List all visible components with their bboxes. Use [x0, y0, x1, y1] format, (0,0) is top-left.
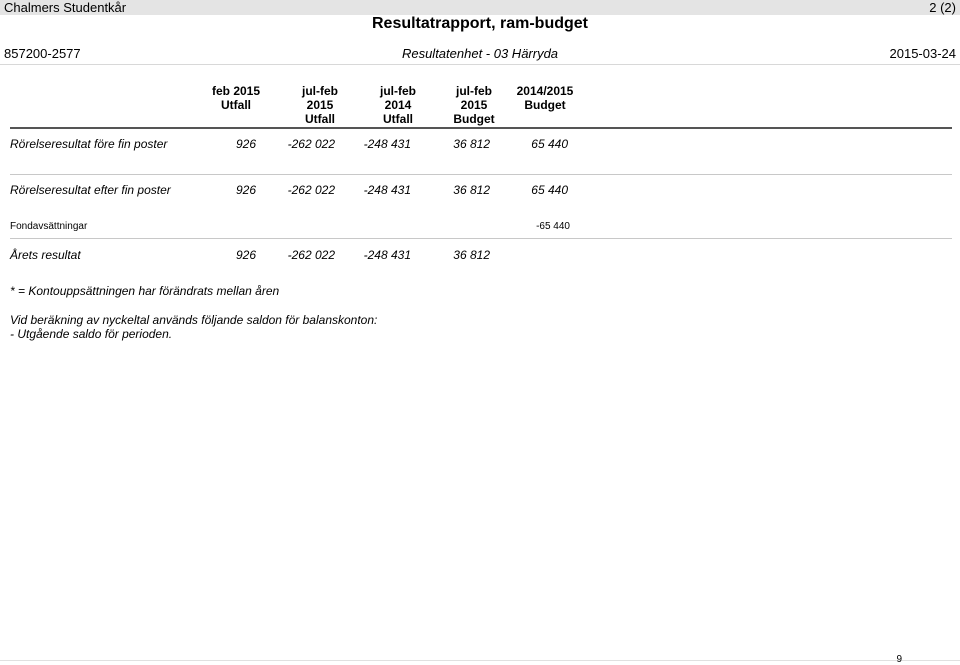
row-label-rorelseresultat-fore: Rörelseresultat före fin poster — [10, 137, 168, 151]
row-label-fondavsattningar: Fondavsättningar — [10, 221, 88, 232]
column-header-jul-feb-2015-utfall: jul-feb 2015 Utfall — [302, 84, 338, 126]
page-number: 2 (2) — [929, 0, 956, 15]
footnote-kontouppsattning: * = Kontouppsättningen har förändrats mellan åren — [10, 284, 280, 298]
cell-value: -262 022 — [287, 137, 335, 151]
cell-value: 36 812 — [453, 248, 490, 262]
table-header-rule — [10, 127, 952, 129]
cell-value: 36 812 — [453, 183, 490, 197]
cell-value: 65 440 — [531, 183, 568, 197]
cell-value: 36 812 — [453, 137, 490, 151]
result-unit: Resultatenhet - 03 Härryda — [401, 46, 559, 61]
cell-value: -262 022 — [287, 248, 335, 262]
note-nyckeltal: Vid beräkning av nyckeltal används följande saldon för balanskonton: — [10, 313, 378, 327]
cell-value: 926 — [235, 137, 256, 151]
column-header-feb-2015-utfall: feb 2015 Utfall — [211, 84, 261, 112]
organization-number: 857200-2577 — [4, 46, 81, 61]
row-label-arets-resultat: Årets resultat — [10, 248, 81, 262]
header-divider — [0, 64, 960, 65]
cell-value: -248 431 — [363, 137, 411, 151]
cell-value: -262 022 — [287, 183, 335, 197]
row-divider — [10, 238, 952, 239]
row-label-rorelseresultat-efter: Rörelseresultat efter fin poster — [10, 183, 171, 197]
cell-value: -248 431 — [363, 183, 411, 197]
footer-page-number: 9 — [896, 654, 902, 665]
cell-value: -248 431 — [363, 248, 411, 262]
cell-value: -65 440 — [536, 221, 570, 232]
column-header-2014-2015-budget: 2014/2015 Budget — [516, 84, 574, 112]
report-date: 2015-03-24 — [889, 46, 956, 61]
cell-value: 65 440 — [531, 137, 568, 151]
report-title: Resultatrapport, ram-budget — [371, 15, 588, 32]
page-header-band — [0, 0, 960, 15]
footer-divider — [0, 660, 960, 661]
note-utgaende-saldo: - Utgående saldo för perioden. — [10, 327, 173, 341]
column-header-jul-feb-2014-utfall: jul-feb 2014 Utfall — [380, 84, 416, 126]
column-header-jul-feb-2015-budget: jul-feb 2015 Budget — [453, 84, 495, 126]
row-divider — [10, 174, 952, 175]
cell-value: 926 — [235, 183, 256, 197]
organization-name: Chalmers Studentkår — [4, 0, 127, 15]
cell-value: 926 — [235, 248, 256, 262]
